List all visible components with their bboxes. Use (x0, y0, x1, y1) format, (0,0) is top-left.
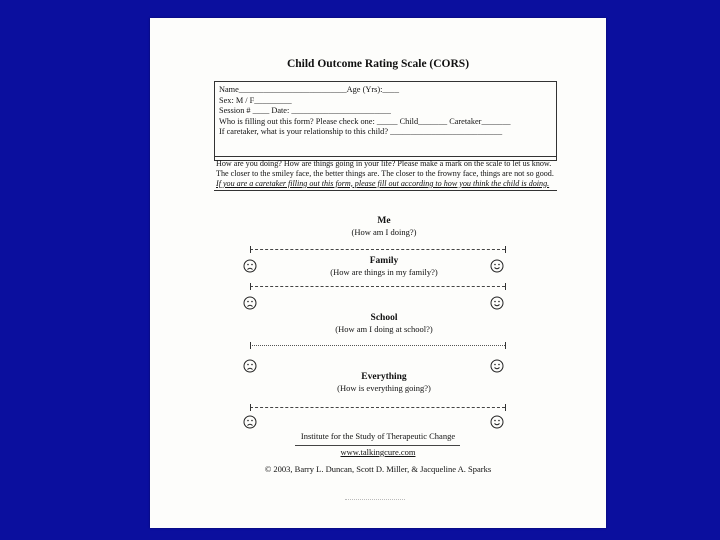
footer-divider (295, 445, 460, 446)
section-school-subtitle: (How am I doing at school?) (335, 324, 433, 334)
relationship-field[interactable]: If caretaker, what is your relationship to this child? ___________________________ (219, 127, 503, 137)
form-title: Child Outcome Rating Scale (CORS) (286, 58, 470, 70)
rating-form-page (150, 18, 606, 528)
scale-school[interactable] (250, 345, 505, 347)
scale-family-right-tick (505, 283, 506, 290)
section-me (234, 216, 534, 237)
website-link[interactable]: www.talkingcure.com (340, 447, 416, 457)
scale-everything-right-tick (505, 404, 506, 411)
frowny-face-icon (243, 415, 257, 429)
session-date-field[interactable]: Session # ____ Date: ________________________ (219, 106, 391, 116)
instructions-caretaker-text: If you are a caretaker filling out this form, please fill out according to how you think the child is doing. (216, 178, 550, 188)
section-family-subtitle: (How are things in my family?) (330, 267, 438, 277)
section-school (234, 313, 534, 334)
frowny-face-icon (243, 359, 257, 373)
filler-checkbox-field[interactable]: Who is filling out this form? Please check one: _____ Child_______ Caretaker_______ (219, 116, 511, 126)
frowny-face-icon (243, 296, 257, 310)
scale-family-left-tick (250, 283, 251, 290)
section-family-title: Family (369, 256, 399, 266)
scale-me[interactable] (250, 249, 505, 251)
section-me-subtitle: (How am I doing?) (351, 227, 417, 237)
section-school-title: School (370, 313, 398, 323)
smiley-face-icon (490, 296, 504, 310)
smiley-face-icon (490, 359, 504, 373)
scale-me-left-tick (250, 246, 251, 253)
copyright-text: © 2003, Barry L. Duncan, Scott D. Miller, & Jacqueline A. Sparks (264, 464, 492, 474)
institute-name: Institute for the Study of Therapeutic Change (300, 431, 456, 441)
section-me-title: Me (377, 216, 391, 226)
section-family (234, 256, 534, 277)
scale-everything[interactable] (250, 407, 505, 409)
sex-field[interactable]: Sex: M / F_________ (219, 95, 292, 105)
instructions-text: How are you doing? How are things going in your life? Please make a mark on the scale to let us know. The closer to the smiley face, the better things are. The closer to the frowny face, things are not so good. (216, 159, 554, 178)
instructions (214, 156, 557, 191)
scale-me-right-tick (505, 246, 506, 253)
section-everything-subtitle: (How is everything going?) (337, 383, 431, 393)
name-age-field[interactable]: Name__________________________Age (Yrs):____ (219, 85, 399, 94)
scale-family[interactable] (250, 286, 505, 288)
section-everything (234, 372, 534, 393)
info-box (214, 81, 557, 161)
scale-school-left-tick (250, 342, 251, 349)
faint-mark (345, 499, 405, 501)
smiley-face-icon (490, 415, 504, 429)
section-everything-title: Everything (361, 372, 407, 382)
scale-school-right-tick (505, 342, 506, 349)
scale-everything-left-tick (250, 404, 251, 411)
